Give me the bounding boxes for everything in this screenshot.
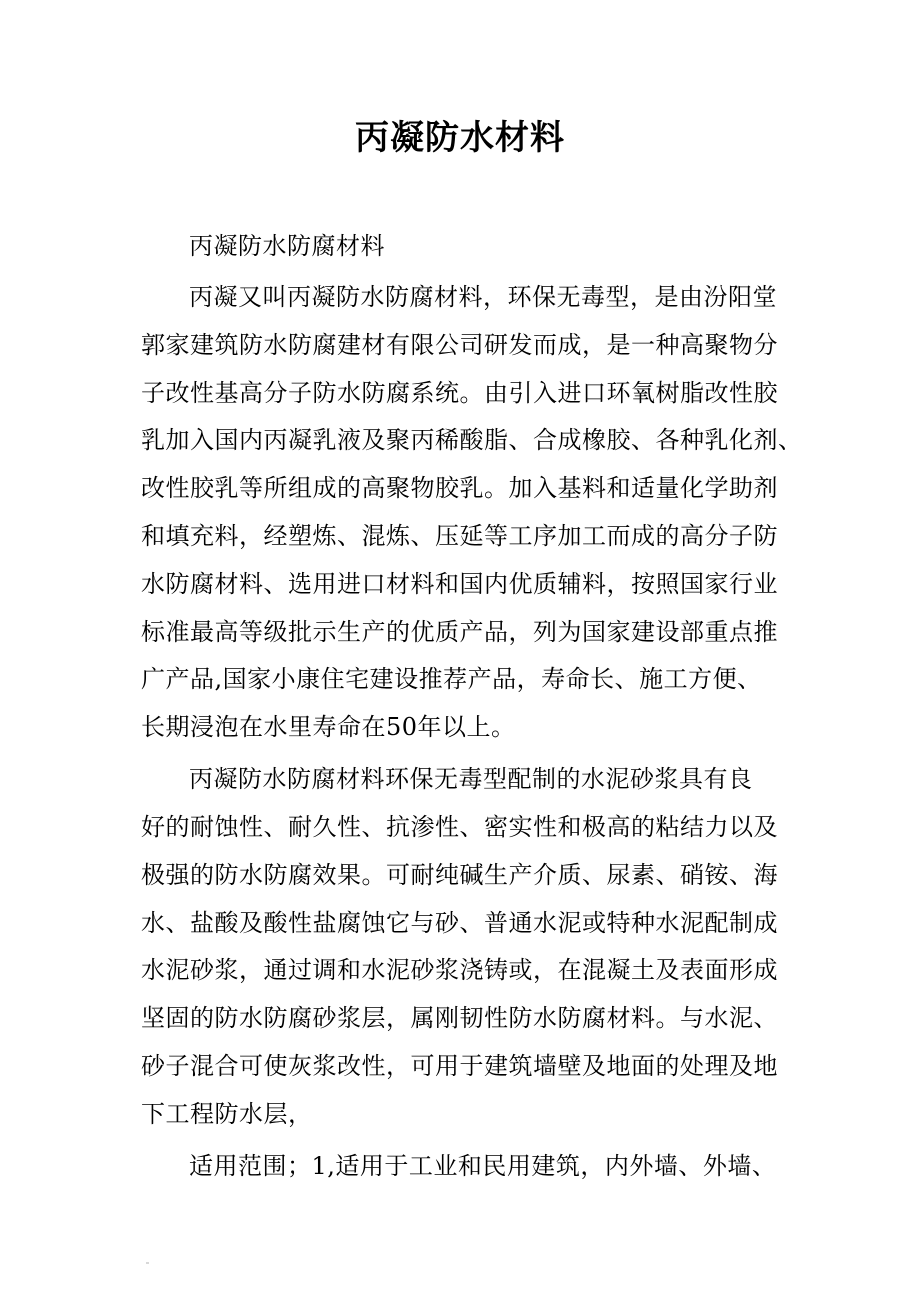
paragraph-line: 好的耐蚀性、耐久性、抗渗性、密实性和极高的粘结力以及: [141, 813, 778, 841]
paragraph-line: 砂子混合可使灰浆改性，可用于建筑墙壁及地面的处理及地: [141, 1052, 778, 1080]
paragraph-line: 乳加入国内丙凝乳液及聚丙稀酸脂、合成橡胶、各种乳化剂、: [141, 426, 803, 454]
paragraph-line: 水、盐酸及酸性盐腐蚀它与砂、普通水泥或特种水泥配制成: [141, 909, 778, 937]
document-title: 丙凝防水材料: [355, 118, 565, 158]
paragraph-line: 长期浸泡在水里寿命在50年以上。: [141, 713, 516, 741]
paragraph-line: 丙凝防水防腐材料环保无毒型配制的水泥砂浆具有良: [189, 765, 753, 793]
paragraph-line: 标准最高等级批示生产的优质产品，列为国家建设部重点推: [141, 618, 778, 646]
paragraph-line: 和填充料，经塑炼、混炼、压延等工序加工而成的高分子防: [141, 522, 778, 550]
section-heading: 丙凝防水防腐材料: [189, 232, 385, 260]
paragraph-line: 郭家建筑防水防腐建材有限公司研发而成，是一种高聚物分: [141, 331, 778, 359]
paragraph-line: 坚固的防水防腐砂浆层，属刚韧性防水防腐材料。与水泥、: [141, 1004, 778, 1032]
paragraph-line: 水泥砂浆，通过调和水泥砂浆浇铸或，在混凝土及表面形成: [141, 956, 778, 984]
page-mark: [146, 1262, 149, 1264]
paragraph-line: 改性胶乳等所组成的高聚物胶乳。加入基料和适量化学助剂: [141, 474, 778, 502]
paragraph-line: 极强的防水防腐效果。可耐纯碱生产介质、尿素、硝铵、海: [141, 861, 778, 889]
paragraph-line: 水防腐材料、选用进口材料和国内优质辅料，按照国家行业: [141, 570, 778, 598]
paragraph-line: 适用范围；1,适用于工业和民用建筑，内外墙、外墙、: [189, 1152, 777, 1180]
paragraph-line: 下工程防水层，: [141, 1100, 313, 1128]
paragraph-line: 广产品,国家小康住宅建设推荐产品，寿命长、施工方便、: [141, 665, 762, 693]
paragraph-line: 子改性基高分子防水防腐系统。由引入进口环氧树脂改性胶: [141, 379, 778, 407]
paragraph-line: 丙凝又叫丙凝防水防腐材料，环保无毒型，是由汾阳堂: [189, 283, 777, 311]
